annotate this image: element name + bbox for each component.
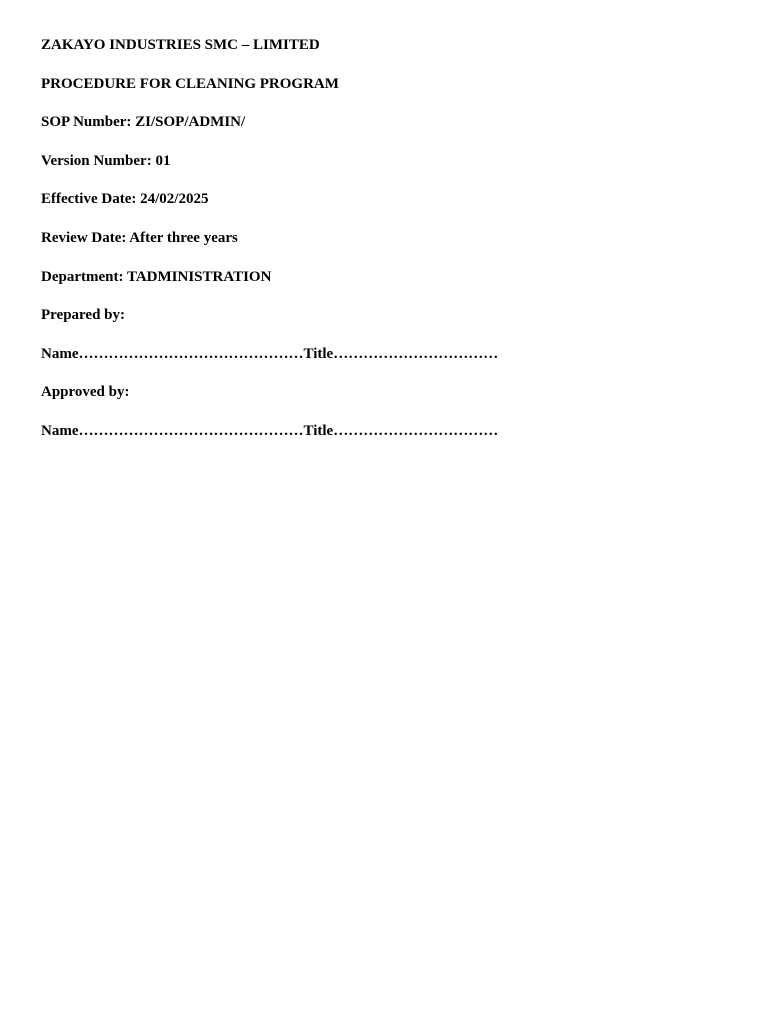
review-date: Review Date: After three years xyxy=(41,229,238,246)
company-name: ZAKAYO INDUSTRIES SMC – LIMITED xyxy=(41,37,320,53)
approved-by-signature-line: Name………………………………………Title…………………………… xyxy=(41,422,499,439)
effective-date: Effective Date: 24/02/2025 xyxy=(41,191,209,208)
version-number: Version Number: 01 xyxy=(41,152,171,169)
procedure-title: PROCEDURE FOR CLEANING PROGRAM xyxy=(41,75,339,92)
department: Department: TADMINISTRATION xyxy=(41,268,272,285)
prepared-by-signature-line: Name………………………………………Title…………………………… xyxy=(41,345,499,362)
prepared-by-label: Prepared by: xyxy=(41,307,126,324)
approved-by-label: Approved by: xyxy=(41,384,130,401)
sop-number: SOP Number: ZI/SOP/ADMIN/ xyxy=(41,114,246,131)
